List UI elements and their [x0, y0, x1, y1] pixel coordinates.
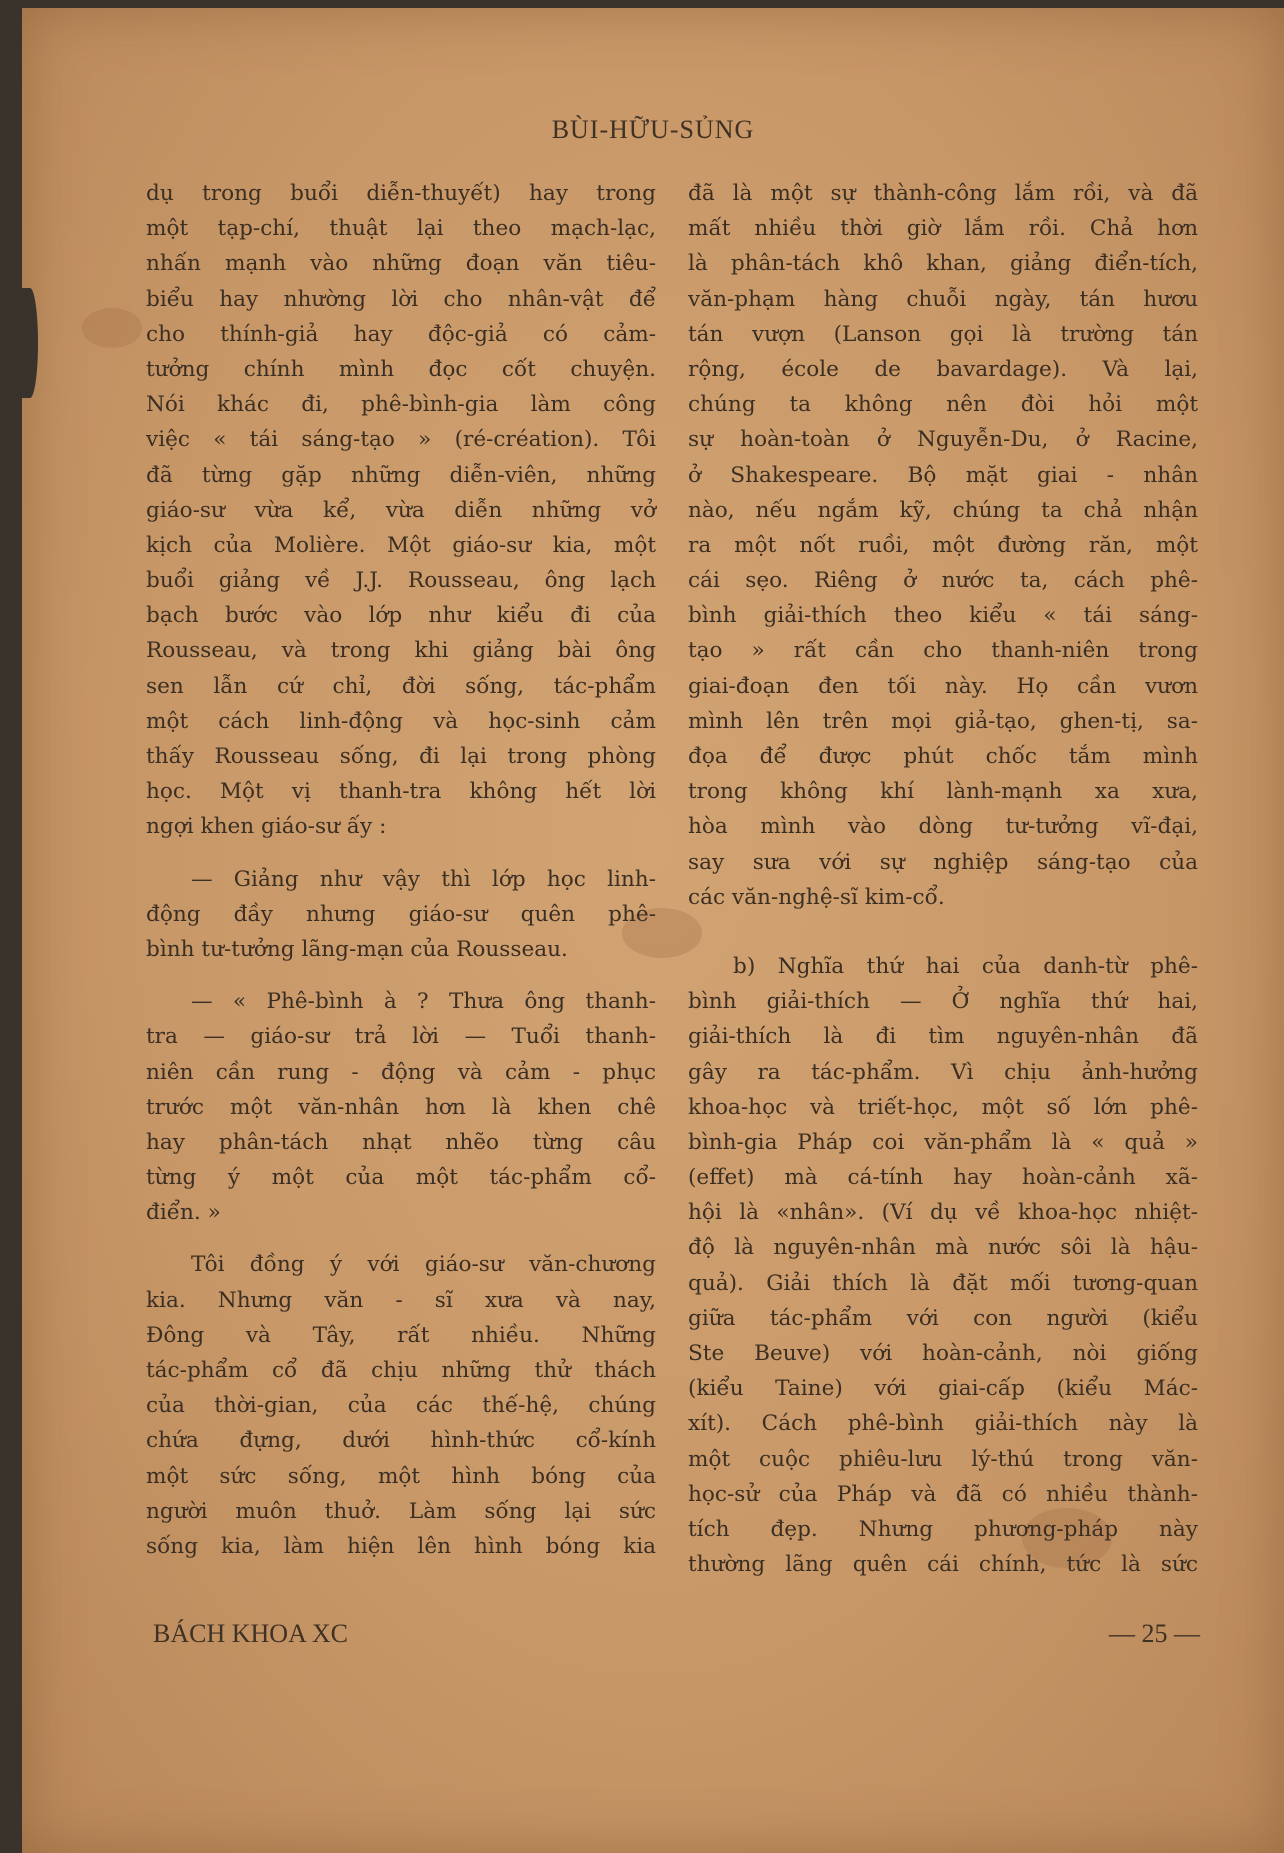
text-line: hội là «nhân». (Ví dụ về khoa-học nhiệt- [688, 1200, 1198, 1226]
torn-edge [22, 288, 38, 398]
text-line: niên cần rung - động và cảm - phục [146, 1059, 656, 1085]
text-line: Rousseau, và trong khi giảng bài ông [146, 638, 656, 664]
text-line: b) Nghĩa thứ hai của danh-từ phê- [733, 953, 1198, 979]
footer-magazine-name: BÁCH KHOA XC [153, 1619, 349, 1648]
text-line: chúng ta không nên đòi hỏi một [688, 392, 1198, 418]
text-line: học-sử của Pháp và đã có nhiều thành- [688, 1481, 1198, 1507]
text-line: điển. » [146, 1200, 221, 1226]
text-line: — Giảng như vậy thì lớp học linh- [191, 866, 656, 892]
text-line: ra một nốt ruồi, một đường răn, một [688, 532, 1198, 558]
text-line: bình giải-thích theo kiểu « tái sáng- [688, 603, 1198, 629]
text-line: sen lẫn cứ chỉ, đời sống, tác-phẩm [146, 673, 656, 699]
text-line: quả). Giải thích là đặt mối tương-quan [688, 1270, 1198, 1296]
text-line: say sưa với sự nghiệp sáng-tạo của [688, 849, 1198, 875]
text-line: văn-phạm hàng chuỗi ngày, tán hươu [688, 286, 1198, 312]
text-line: (kiểu Taine) với giai-cấp (kiểu Mác- [688, 1376, 1198, 1402]
text-line: cho thính-giả hay độc-giả có cảm- [146, 321, 656, 347]
left-text-column [146, 176, 656, 1564]
text-line: thấy Rousseau sống, đi lại trong phòng [146, 744, 656, 769]
text-line: giữa tác-phẩm với con người (kiểu [688, 1305, 1198, 1331]
text-line: động đầy nhưng giáo-sư quên phê- [146, 901, 656, 927]
text-line: các văn-nghệ-sĩ kim-cổ. [688, 884, 945, 910]
text-line: ở Shakespeare. Bộ mặt giai - nhân [688, 462, 1198, 488]
text-line: người muôn thuở. Làm sống lại sức [146, 1498, 656, 1524]
text-line: trước một văn-nhân hơn là khen chê [146, 1094, 656, 1120]
text-line: của thời-gian, của các thế-hệ, chúng [146, 1393, 656, 1419]
text-line: dụ trong buổi diễn-thuyết) hay trong [146, 181, 656, 206]
text-line: mình lên trên mọi giả-tạo, ghen-tị, sa- [688, 708, 1198, 734]
text-line: tạo » rất cần cho thanh-niên trong [688, 638, 1198, 664]
text-line: buổi giảng về J.J. Rousseau, ông lạch [146, 568, 656, 594]
paragraph-gap [688, 915, 1198, 932]
text-line: mất nhiều thời giờ lắm rồi. Chả hơn [688, 216, 1198, 242]
text-line: giáo-sư vừa kể, vừa diễn những vở [146, 497, 656, 523]
text-line: thường lãng quên cái chính, tức là sức [688, 1552, 1198, 1578]
text-line: chứa đựng, dưới hình-thức cổ-kính [146, 1428, 656, 1454]
text-line: sự hoàn-toàn ở Nguyễn-Du, ở Racine, [688, 427, 1198, 453]
text-line: bạch bước vào lớp như kiểu đi của [146, 603, 656, 629]
text-line: học. Một vị thanh-tra không hết lời [146, 779, 656, 805]
text-line: cái sẹo. Riêng ở nước ta, cách phê- [688, 568, 1198, 594]
text-line: tác-phẩm cổ đã chịu những thử thách [146, 1358, 656, 1383]
text-line: khoa-học và triết-học, một số lớn phê- [688, 1094, 1198, 1120]
paper-stain [82, 308, 142, 348]
page-header-author: BÙI-HỮU-SỦNG [551, 115, 755, 144]
text-line: là phân-tách khô khan, giảng điển-tích, [688, 251, 1198, 277]
text-line: đã là một sự thành-công lắm rồi, và đã [688, 181, 1198, 206]
text-line: một cách linh-động và học-sinh cảm [146, 708, 656, 734]
paragraph-gap [146, 967, 656, 984]
text-line: Ste Beuve) với hoàn-cảnh, nòi giống [688, 1341, 1198, 1366]
text-line: biểu hay nhường lời cho nhân-vật để [146, 286, 656, 312]
text-line: hay phân-tách nhạt nhẽo từng câu [146, 1129, 656, 1155]
text-line: kia. Nhưng văn - sĩ xưa và nay, [146, 1287, 656, 1313]
text-line: bình giải-thích — Ở nghĩa thứ hai, [688, 989, 1198, 1015]
text-line: kịch của Molière. Một giáo-sư kia, một [146, 532, 656, 558]
text-line: bình tư-tưởng lãng-mạn của Rousseau. [146, 936, 568, 962]
footer-page-number: — 25 — [1109, 1619, 1200, 1648]
text-line: sống kia, làm hiện lên hình bóng kia [146, 1533, 656, 1559]
text-line: xít). Cách phê-bình giải-thích này là [688, 1411, 1198, 1437]
paragraph-gap [688, 932, 1198, 949]
text-line: (effet) mà cá-tính hay hoàn-cảnh xã- [688, 1165, 1198, 1191]
text-line: hòa mình vào dòng tư-tưởng vĩ-đại, [688, 814, 1198, 840]
right-text-column [688, 176, 1198, 1582]
text-line: ngợi khen giáo-sư ấy : [146, 814, 387, 840]
text-line: bình-gia Pháp coi văn-phẩm là « quả » [688, 1129, 1198, 1155]
text-line: một tạp-chí, thuật lại theo mạch-lạc, [146, 216, 656, 242]
text-line: tra — giáo-sư trả lời — Tuổi thanh- [146, 1024, 656, 1050]
text-line: Nói khác đi, phê-bình-gia làm công [146, 392, 656, 418]
text-line: gây ra tác-phẩm. Vì chịu ảnh-hưởng [688, 1059, 1198, 1085]
text-line: tích đẹp. Nhưng phương-pháp này [688, 1516, 1198, 1542]
text-line: Đông và Tây, rất nhiều. Những [146, 1322, 656, 1348]
text-line: độ là nguyên-nhân mà nước sôi là hậu- [688, 1235, 1198, 1261]
text-line: giai-đoạn đen tối này. Họ cần vươn [688, 673, 1198, 699]
text-line: việc « tái sáng-tạo » (ré-création). Tôi [146, 427, 656, 453]
text-line: nhấn mạnh vào những đoạn văn tiêu- [146, 251, 656, 277]
paragraph-gap [146, 845, 656, 862]
text-line: trong không khí lành-mạnh xa xưa, [688, 779, 1198, 805]
magazine-page [22, 8, 1284, 1853]
text-line: tán vượn (Lanson gọi là trường tán [688, 321, 1198, 347]
text-line: rộng, école de bavardage). Và lại, [688, 356, 1198, 382]
text-line: Tôi đồng ý với giáo-sư văn-chương [191, 1252, 656, 1278]
text-line: đọa để được phút chốc tắm mình [688, 744, 1198, 769]
text-line: từng ý một của một tác-phẩm cổ- [146, 1165, 656, 1191]
text-line: một sức sống, một hình bóng của [146, 1463, 656, 1489]
text-line: — « Phê-bình à ? Thưa ông thanh- [191, 989, 656, 1015]
text-line: tưởng chính mình đọc cốt chuyện. [146, 356, 656, 382]
text-line: nào, nếu ngắm kỹ, chúng ta chả nhận [688, 497, 1198, 523]
text-line: giải-thích là đi tìm nguyên-nhân đã [688, 1024, 1198, 1050]
text-line: đã từng gặp những diễn-viên, những [146, 462, 656, 488]
paragraph-gap [146, 1230, 656, 1247]
text-line: một cuộc phiêu-lưu lý-thú trong văn- [688, 1446, 1198, 1472]
